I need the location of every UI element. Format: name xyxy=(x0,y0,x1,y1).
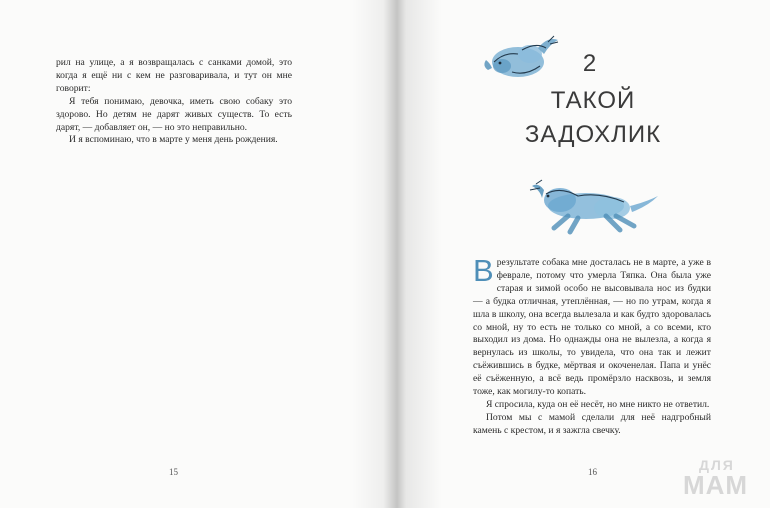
drop-cap: В xyxy=(473,253,494,288)
left-paragraph: рил на улице, а я возвращалась с санками домой, это когда я ещё ни с кем не разговаривала, и тут он мне говорит: xyxy=(56,57,292,94)
watermark-line2: МАМ xyxy=(683,470,749,500)
right-paragraph xyxy=(473,253,711,399)
page-number-left: 15 xyxy=(169,467,178,477)
chapter-number: 2 xyxy=(582,50,598,77)
left-paragraph: И я вспоминаю, что в марте у меня день рождения. xyxy=(69,134,278,146)
curled-dog-illustration xyxy=(478,32,566,88)
right-page-text xyxy=(473,253,711,438)
page-number-right: 16 xyxy=(588,467,597,477)
watermark-logo xyxy=(683,458,748,498)
first-paragraph-text: результате собака мне досталась не в марте, а уже в феврале, потому что умерла Тяпка. Она была уже старая и зимой особо не высовывала нос из будки — а будка отличная, утеплённая, — но по утрам, когда я шла в школу, она всегда вылезала и как будто здоровалась со мной, ну то есть не только со мной, а со всеми, кто выходил из дома. Но однажды она не вылезла, а когда я вернулась из школы, то увидела, что она так и лежит съёжившись в будке, мёртвая и окоченелая. Папа и унёс её съёженную, а всё ведь промёрзло насквозь, и земля тоже, как могилу-то копать. xyxy=(473,257,711,398)
right-paragraph: Я спросила, куда он её несёт, но мне никто не ответил. xyxy=(486,398,710,410)
left-page-text xyxy=(56,57,292,147)
watermark-line1: ДЛЯ xyxy=(699,457,735,473)
chapter-title-line2: ЗАДОХЛИК xyxy=(524,121,662,148)
running-dog-illustration xyxy=(520,176,662,236)
left-paragraph: Я тебя понимаю, девочка, иметь свою собаку это здорово. Но детям не дарят живых существ. То есть дарят, — добавляет он, — но это неправильно. xyxy=(56,95,292,133)
chapter-title-line1: ТАКОЙ xyxy=(550,87,636,114)
right-paragraph: Потом мы с мамой сделали для неё надгробный камень с крестом, и я зажгла свечку. xyxy=(473,411,711,436)
